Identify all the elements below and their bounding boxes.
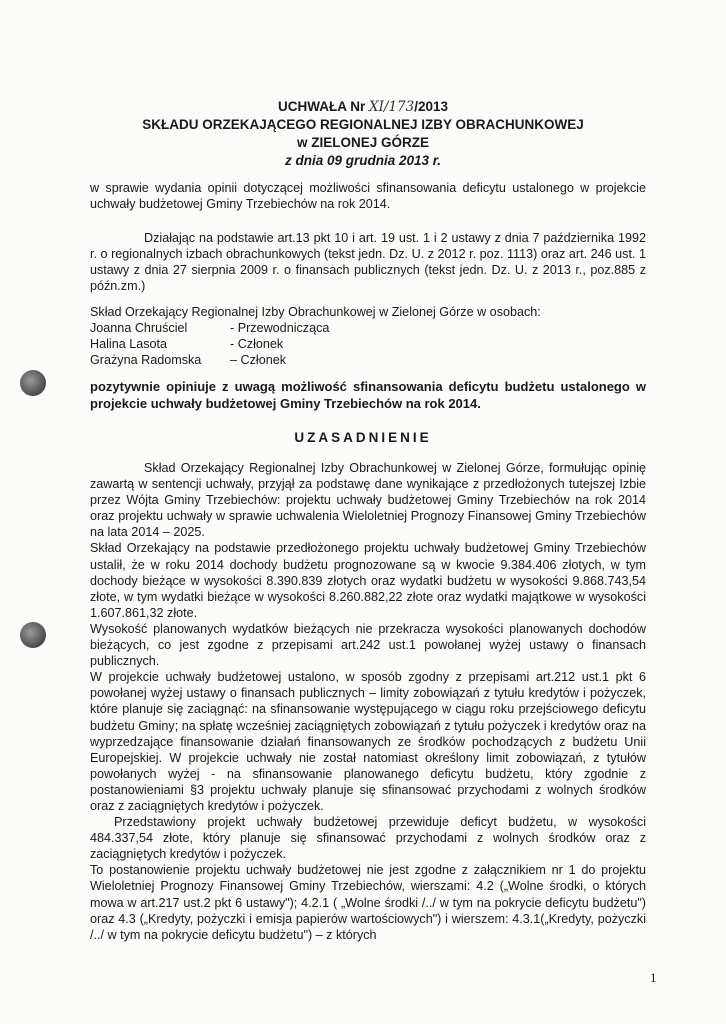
page-number: 1 [650, 970, 657, 985]
subject-paragraph: w sprawie wydania opinii dotyczącej możliwości sfinansowania deficytu ustalonego w projekcie uchwały budżetowej Gminy Trzebiechów na rok 2014. [90, 181, 646, 212]
member-row: Joanna Chruściel - Przewodnicząca [90, 321, 330, 335]
issuer-line: SKŁADU ORZEKAJĄCEGO REGIONALNEJ IZBY OBRACHUNKOWEJ [142, 117, 584, 132]
composition-intro: Skład Orzekający Regionalnej Izby Obrachunkowej w Zielonej Górze w osobach: [90, 305, 541, 319]
paragraph-5: Przedstawiony projekt uchwały budżetowej przewiduje deficyt budżetu, w wysokości 484.337,54 złote, który planuje się sfinansować przychodami z wolnych środków oraz z zaciągniętych kredytów i pożyczek. [90, 815, 646, 862]
paragraph-1: Skład Orzekający Regionalnej Izby Obrachunkowej w Zielonej Górze, formułując opinię zawartą w sentencji uchwały, przyjął za podstawę dane wynikające z przedłożonych tutejszej Izbie przez Wójta Gminy Trzebiechów: projektu uchwały budżetowej Gminy Trzebiechów na rok 2014 oraz projektu uchwały w sprawie uchwalenia Wieloletniej Prognozy Finansowej Gminy Trzebiechów na lata 2014 – 2025. [90, 461, 646, 540]
resolution-number: UCHWAŁA Nr XI/173/2013 [277, 99, 449, 115]
paragraph-3: Wysokość planowanych wydatków bieżących nie przekracza wysokości planowanych dochodów bieżących, co jest zgodne z przepisami art.242 ust.1 powołanej wyżej ustawy o finansach publicznych. [90, 621, 646, 669]
paragraph-4: W projekcie uchwały budżetowej ustalono, w sposób zgodny z przepisami art.212 ust.1 pkt 6 powołanej wyżej ustawy o finansach publicznych – limity zobowiązań z tytułu kredytów i pożyczek, które planuje się zaciągnąć: na sfinansowanie występującego w ciągu roku przejściowego deficytu budżetu Gminy; na spłatę wcześniej zaciągniętych zobowiązań z tytułu pożyczek i kredytów oraz na wyprzedzające finansowanie działań finansowanych ze środków pochodzących z budżetu Unii Europejskiej. W projekcie uchwały nie został natomiast określony limit zobowiązań, z tytułów powołanych wyżej - na sfinansowanie planowanego deficytu budżetu, który zgodnie z postanowieniami §3 projektu uchwały planuje się sfinansować przychodami z wolnych środków oraz z zaciągniętych kredytów i pożyczek. [90, 670, 646, 813]
member-row: Grażyna Radomska – Członek [90, 353, 287, 368]
resolution-date: z dnia 09 grudnia 2013 r. [284, 153, 442, 168]
punch-hole-bottom [20, 622, 46, 648]
resolution-header [0, 98, 726, 170]
justification-body [90, 460, 646, 943]
justification-heading: UZASADNIENIE [294, 430, 432, 445]
paragraph-6: To postanowienie projektu uchwały budżetowej nie jest zgodne z załącznikiem nr 1 do projektu Wieloletniej Prognozy Finansowej Gminy Trzebiechów, wierszami: 4.2 („Wolne środki, o których mowa w art.217 ust.2 pkt 6 ustawy"); 4.2.1 ( „Wolne środki /../ w tym na pokrycie deficytu budżetu") oraz 4.3 („Kredyty, pożyczki i emisja papierów wartościowych") i wierszem: 4.3.1(„Kredyty, pożyczki /../ w tym na pokrycie deficytu budżetu") – z których [90, 863, 646, 942]
paragraph-2: Skład Orzekający na podstawie przedłożonego projektu uchwały budżetowej Gminy Trzebiechów ustalił, że w roku 2014 dochody budżetu prognozowane są w kwocie 9.384.406 złotych, w tym dochody bieżące w wysokości 8.390.839 złotych oraz wydatki budżetu w wysokości 9.868.743,54 złote, w tym wydatki bieżące w wysokości 8.260.882,22 złote oraz wydatki majątkowe w wysokości 1.607.861,32 złote. [90, 541, 646, 620]
decision-statement: pozytywnie opiniuje z uwagą możliwość sfinansowania deficytu budżetu ustalonego w projekcie uchwały budżetowej Gminy Trzebiechów na rok 2014. [90, 379, 646, 411]
member-row: Halina Lasota - Członek [90, 337, 284, 352]
punch-hole-top [20, 370, 46, 396]
issuer-location: w ZIELONEJ GÓRZE [296, 135, 429, 150]
handwritten-number: XI/173 [368, 99, 415, 115]
legal-basis-paragraph: Działając na podstawie art.13 pkt 10 i art. 19 ust. 1 i 2 ustawy z dnia 7 października 1992 r. o regionalnych izbach obrachunkowych (tekst jedn. Dz. U. z 2012 r. poz. 1113) oraz art. 246 ust. 1 ustawy z dnia 27 sierpnia 2009 r. o finansach publicznych (tekst jedn. Dz. U. z 2013 r., poz.885 z późn.zm.) [90, 231, 646, 294]
members-list [90, 320, 329, 368]
